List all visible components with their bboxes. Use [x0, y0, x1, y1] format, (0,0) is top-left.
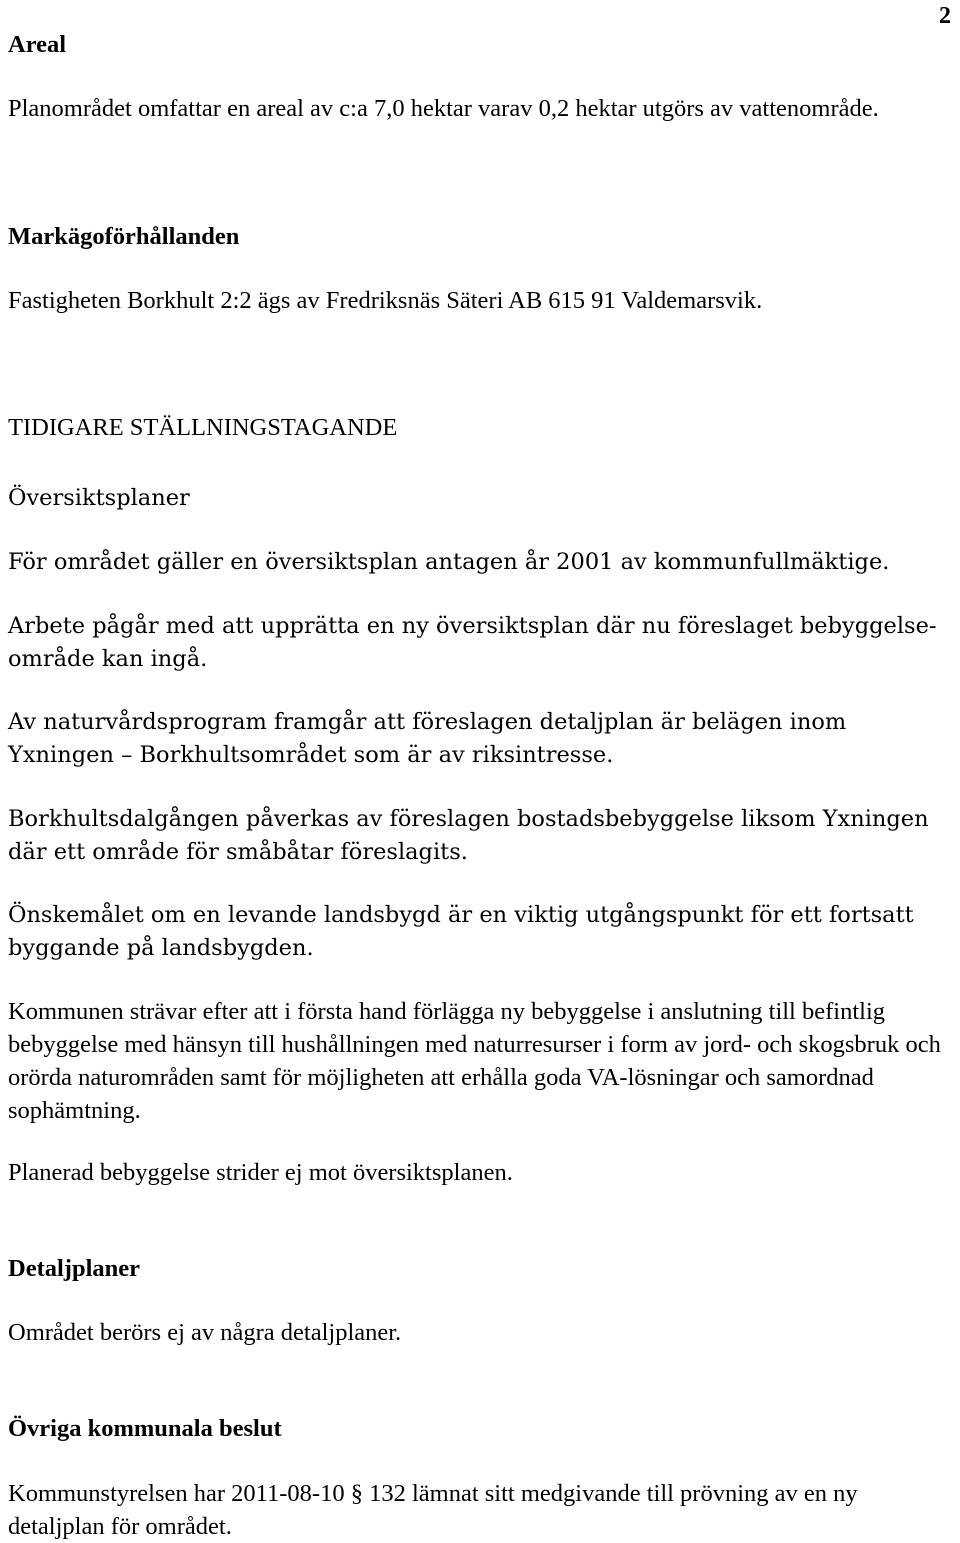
oversiktsplaner-paragraph-7: Planerad bebyggelse strider ej mot översiktsplanen. — [8, 1159, 513, 1186]
heading-areal: Areal — [8, 31, 67, 58]
page-number: 2 — [939, 3, 951, 29]
ovriga-text: Kommunstyrelsen har 2011-08-10 § 132 lämnat sitt medgivande till prövning av en ny detaljplan för området. — [8, 1480, 858, 1540]
heading-ovriga-kommunala-beslut: Övriga kommunala beslut — [8, 1415, 282, 1442]
oversiktsplaner-paragraph-2: Arbete pågår med att upprätta en ny översiktsplan där nu föreslaget bebyggelse-område kan ingå. — [8, 613, 937, 672]
heading-oversiktsplaner: Översiktsplaner — [8, 485, 190, 511]
oversiktsplaner-paragraph-6: Kommunen strävar efter att i första hand förlägga ny bebyggelse i anslutning till befintlig bebyggelse med hänsyn till hushållningen med naturresurser i form av jord- och skogsbruk och orörda naturområden samt för möjligheten att erhålla goda VA-lösningar och samordnad sophämtning. — [8, 998, 941, 1124]
heading-tidigare-stallningstagande: TIDIGARE STÄLLNINGSTAGANDE — [8, 414, 398, 441]
oversiktsplaner-paragraph-5: Önskemålet om en levande landsbygd är en viktig utgångspunkt för ett fortsatt byggande på landsbygden. — [8, 902, 914, 961]
oversiktsplaner-paragraph-3: Av naturvårdsprogram framgår att föreslagen detaljplan är belägen inom Yxningen – Borkhultsområdet som är av riksintresse. — [8, 709, 847, 768]
oversiktsplaner-paragraph-4: Borkhultsdalgången påverkas av föreslagen bostadsbebyggelse liksom Yxningen där ett område för småbåtar föreslagits. — [8, 806, 929, 865]
heading-markagoforhallanden: Markägoförhållanden — [8, 223, 240, 250]
heading-detaljplaner: Detaljplaner — [8, 1255, 140, 1282]
areal-text: Planområdet omfattar en areal av c:a 7,0 hektar varav 0,2 hektar utgörs av vattenområde. — [8, 95, 879, 122]
oversiktsplaner-paragraph-1: För området gäller en översiktsplan antagen år 2001 av kommunfullmäktige. — [8, 549, 890, 575]
detaljplaner-text: Området berörs ej av några detaljplaner. — [8, 1319, 402, 1346]
markagoforhallanden-text: Fastigheten Borkhult 2:2 ägs av Fredriksnäs Säteri AB 615 91 Valdemarsvik. — [8, 287, 763, 314]
